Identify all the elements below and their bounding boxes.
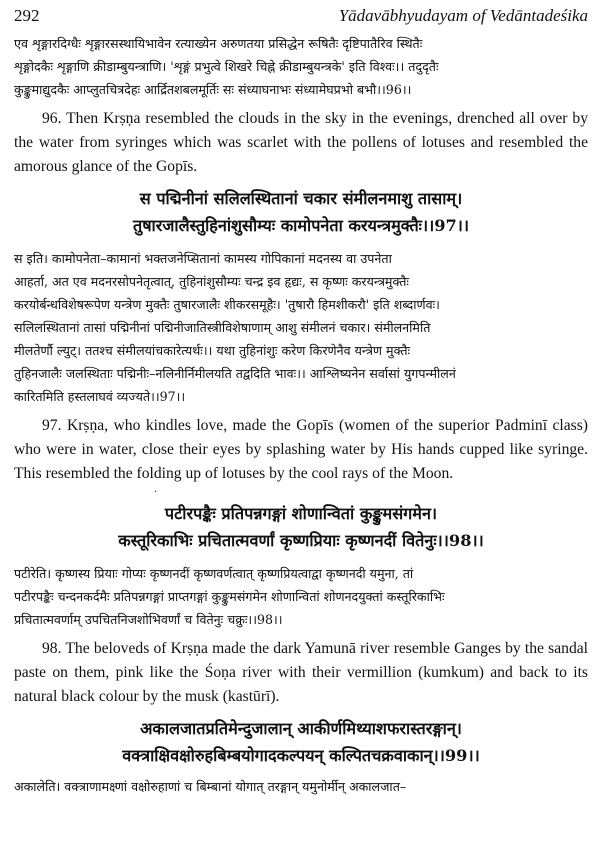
commentary-line: एव शृङ्गारदिग्धैः शृङ्गारसस्थायिभावेन रत्याख्येन अरुणतया प्रसिद्धेन रूषितैः दृष्टिपातैरिव स्थितैः — [14, 36, 423, 51]
commentary-line: करयोर्बन्धविशेषरूपेण यन्त्रेण मुक्तैः तुषारजालैः शीकरसमूहैः। 'तुषारौ हिमशीकरौ' इति शब्दार्णवः। — [14, 297, 440, 312]
commentary-block-99 — [14, 775, 588, 798]
verse-line: स पद्मिनीनां सलिलस्थितानां चकार संमीलनमाशु तासाम्। — [139, 189, 463, 208]
verse-line: कस्तूरिकाभिः प्रचितात्मवर्णां कृष्णप्रियाः कृष्णनदीं वितेनुः।।98।। — [118, 531, 484, 550]
commentary-block-96 — [14, 32, 588, 101]
commentary-line: कुङ्कुमाद्युदकैः आप्लुतचित्रदेहः आर्द्रितशबलमूर्तिः सः संध्याघनाभः संध्यामेघप्रभो बभौ।।96।। — [14, 82, 412, 97]
verse-line: वक्त्राक्षिवक्षोरुहबिम्बयोगादकल्पयन् कल्पितचक्रवाकान्।।99।। — [122, 746, 480, 765]
verse-98 — [14, 500, 588, 554]
verse-line: तुषारजालैस्तुहिनांशुसौम्यः कामोपनेता करयन्त्रमुक्तैः।।97।। — [132, 216, 470, 235]
running-title: Yādavābhyudayam of Vedāntadeśika — [338, 6, 588, 25]
commentary-line: तुहिनजालैः जलस्थिताः पद्मिनीः–नलिनीर्निमीलयति तद्वदिति भावः।। आश्लिष्यनेन सर्वासां युगपन्मीलनं — [14, 366, 456, 381]
translation-96: 96. Then Krṣṇa resembled the clouds in the sky in the evenings, drenched all over by the water from syringes which was scarlet with the pollens of lotuses and resembled the amorous glance of the Gopīs. — [14, 110, 588, 175]
page-number: 292 — [14, 6, 40, 25]
verse-line: अकालजातप्रतिमेन्दुजालान् आकीर्णमिथ्याशफरास्तरङ्गान्। — [140, 719, 462, 738]
verse-line: पटीरपङ्कैः प्रतिपन्नगङ्गां शोणान्वितां कुङ्कुमसंगमेन। — [164, 504, 438, 523]
page-header — [14, 6, 588, 32]
commentary-line: पटीरपङ्कैः चन्दनकर्दमैः प्रतिपन्नगङ्गां प्राप्तगङ्गां कुङ्कुमसंगमेन शोणान्वितां शोणनदयुक्तां कस्तूरिकाभिः — [14, 589, 445, 604]
stray-mark: · — [154, 487, 158, 498]
commentary-line: स इति। कामोपनेता–कामानां भक्तजनेप्सितानां कामस्य गोपिकानां मदनस्य वा उपनेता — [14, 251, 392, 266]
translation-97: 97. Krṣṇa, who kindles love, made the Gopīs (women of the superior Padminī class) who were in water, close their eyes by splashing water by His hands cupped like syringe. This resembled the folding up of lotuses by the cool rays of the Moon. — [14, 417, 588, 482]
translation-98: 98. The beloveds of Krṣṇa made the dark Yamunā river resemble Ganges by the sandal paste on them, pink like the Śoṇa river with their vermillion (kumkum) and back to its natural black colour by the musk (kastūrī). — [14, 640, 588, 705]
commentary-line: अकालेति। वक्त्राणामक्ष्णां वक्षोरुहाणां च बिम्बानां योगात् तरङ्गान् यमुनोर्मीन् अकालजात– — [14, 779, 407, 794]
verse-97 — [14, 185, 588, 239]
commentary-block-97 — [14, 247, 588, 408]
commentary-line: शृङ्गोदकैः शृङ्गाणि क्रीडाम्बुयन्त्राणि। 'शृङ्गं प्रभुत्वे शिखरे चिह्ने क्रीडाम्बुयन्त्रके' इति विश्वः।। तदुदृतैः — [14, 59, 439, 74]
commentary-line: सलिलस्थितानां तासां पद्मिनीनां पद्मिनीजातिस्त्रीविशेषाणाम् आशु संमीलनं चकार। संमीलनमिति — [14, 320, 431, 335]
commentary-line: पटीरेति। कृष्णस्य प्रियाः गोप्यः कृष्णनदीं कृष्णवर्णत्वात् कृष्णप्रियत्वाद्वा कृष्णनदी यमुना, तां — [14, 566, 414, 581]
commentary-block-98 — [14, 562, 588, 631]
commentary-line: आहर्ता, अत एव मदनरसोपनेतृत्वात्, तुहिनांशुसौम्यः चन्द्र इव हृद्यः, स कृष्णः करयन्त्रमुक्तैः — [14, 274, 409, 289]
verse-99 — [14, 715, 588, 769]
commentary-line: कारितमिति हस्तलाघवं व्यज्यते।।97।। — [14, 389, 186, 404]
commentary-line: प्रचितात्मवर्णाम् उपचितनिजशोभिवर्णां च वितेनुः चक्रुः।।98।। — [14, 612, 283, 627]
commentary-line: मीलतेर्णौ ल्युट्। ततश्च संमीलयांचकारेत्यर्थः।। यथा तुहिनांशुः करेण किरणेनैव यन्त्रेण मुक्तैः — [14, 343, 411, 358]
